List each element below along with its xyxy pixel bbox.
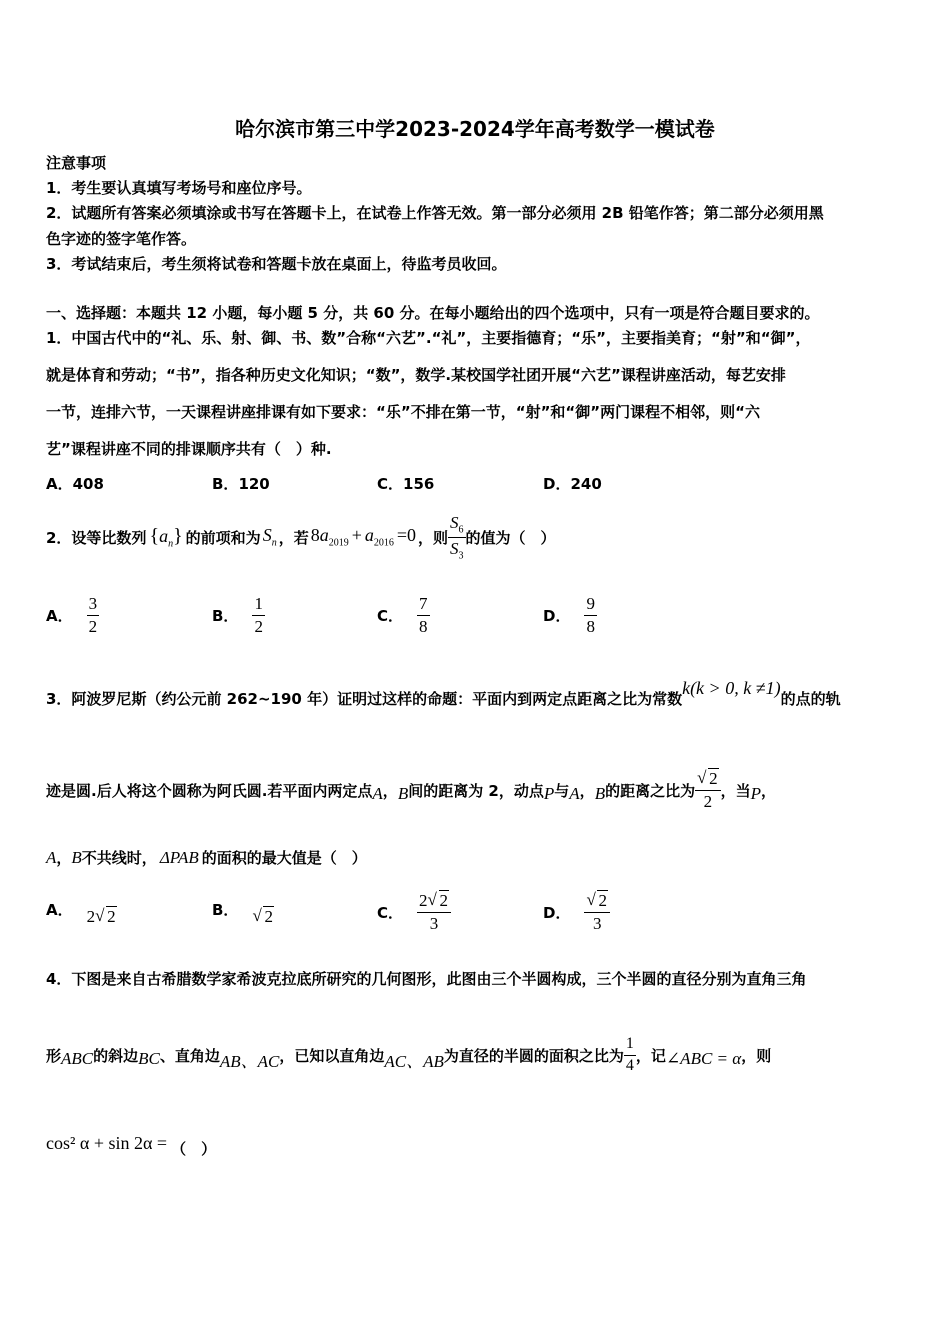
- notes-heading: 注意事项: [46, 154, 107, 172]
- page-title: 哈尔滨市第三中学2023-2024学年高考数学一模试卷: [235, 117, 715, 141]
- q1-line-2: 就是体育和劳动；“书”，指各种历史文化知识；“数”，数学.某校国学社团开展“六艺”课程讲座活动，每艺安排: [46, 366, 786, 384]
- q4-line-2: 形 ABC 的斜边 BC 、直角边 AB、AC ，已知以直角边 AC、AB 为直径的半圆的面积之比为 $\frac{1}{4}$ ，记 ∠ABC = α ，则: [46, 1035, 772, 1074]
- note-item-2-cont: 色字迹的签字笔作答。: [46, 230, 197, 248]
- q1-option-d: D．240: [543, 475, 602, 493]
- q2-option-b: B． $\frac{1}{2}$: [212, 593, 263, 636]
- q4-line-1: 4．下图是来自古希腊数学家希波克拉底所研究的几何图形，此图由三个半圆构成，三个半圆的直径分别为直角三角: [46, 970, 807, 988]
- q2-option-d: D． $\frac{9}{8}$: [543, 593, 595, 636]
- q3-option-a: A． 2√ 2: [46, 884, 117, 940]
- q2-stem: 2．设等比数列 $\{a_n\}$ 的前项和为 $S_n$ ，若 $8a_{2019} + a_{2016} =0$ ，则 $\frac{S_6}{S_3}$ 的值为（ ）: [46, 512, 556, 561]
- q3-option-c: C． $\frac{2√ 2}{3}$: [377, 884, 451, 940]
- q4-line-3: cos² α + sin 2α = （ ）: [46, 1133, 217, 1158]
- q3-option-d: D． √ $\frac{2}{3}$: [543, 884, 610, 940]
- q1-line-4: 艺”课程讲座不同的排课顺序共有（ ）种.: [46, 440, 332, 458]
- q2-equation: $8a_{2019} + a_{2016} =0$: [310, 525, 417, 549]
- q2-ratio: $\frac{S_6}{S_3}$: [450, 512, 464, 561]
- q3-line-2: 迹是圆.后人将这个圆称为阿氏圆.若平面内两定点 A ， B 间的距离为 2，动点 P 与 A ， B 的距离之比为 √ $\frac{2}{2}$ ，当 P ，: [46, 760, 776, 820]
- q3-line-1: 3．阿波罗尼斯（约公元前 262~190 年）证明过这样的命题：平面内到两定点距离之比为常数 k(k > 0, k ≠1) 的点的轨: [46, 678, 841, 708]
- q1-line-1: 1．中国古代中的“礼、乐、射、御、书、数”合称“六艺”.“礼”，主要指德育；“乐”，主要指美育；“射”和“御”，: [46, 329, 811, 347]
- q1-option-a: A．408: [46, 475, 104, 493]
- q3-line-3: A ， B 不共线时， ΔPAB 的面积的最大值是（ ）: [46, 847, 367, 867]
- q1-line-3: 一节，连排六节，一天课程讲座排课有如下要求：“乐”不排在第一节，“射”和“御”两门课程不相邻，则“六: [46, 403, 761, 421]
- note-item-1: 1．考生要认真填写考场号和座位序号。: [46, 179, 312, 197]
- note-item-3: 3．考试结束后，考生须将试卷和答题卡放在桌面上，待监考员收回。: [46, 255, 507, 273]
- q2-option-c: C． $\frac{7}{8}$: [377, 593, 428, 636]
- q1-option-c: C．156: [377, 475, 435, 493]
- q2-sequence: $\{a_n\}$: [149, 524, 183, 550]
- section-heading: 一、选择题：本题共 12 小题，每小题 5 分，共 60 分。在每小题给出的四个选项中，只有一项是符合题目要求的。: [46, 304, 820, 322]
- q2-option-a: A． $\frac{3}{2}$: [46, 593, 98, 636]
- note-item-2: 2．试题所有答案必须填涂或书写在答题卡上，在试卷上作答无效。第一部分必须用 2B 铅笔作答；第二部分必须用黑: [46, 204, 824, 222]
- q3-ratio: √ $\frac{2}{2}$: [695, 769, 721, 811]
- q4-area-ratio: $\frac{1}{4}$: [625, 1035, 634, 1074]
- q1-option-b: B．120: [212, 475, 270, 493]
- q3-option-b: B． √ 2: [212, 884, 274, 940]
